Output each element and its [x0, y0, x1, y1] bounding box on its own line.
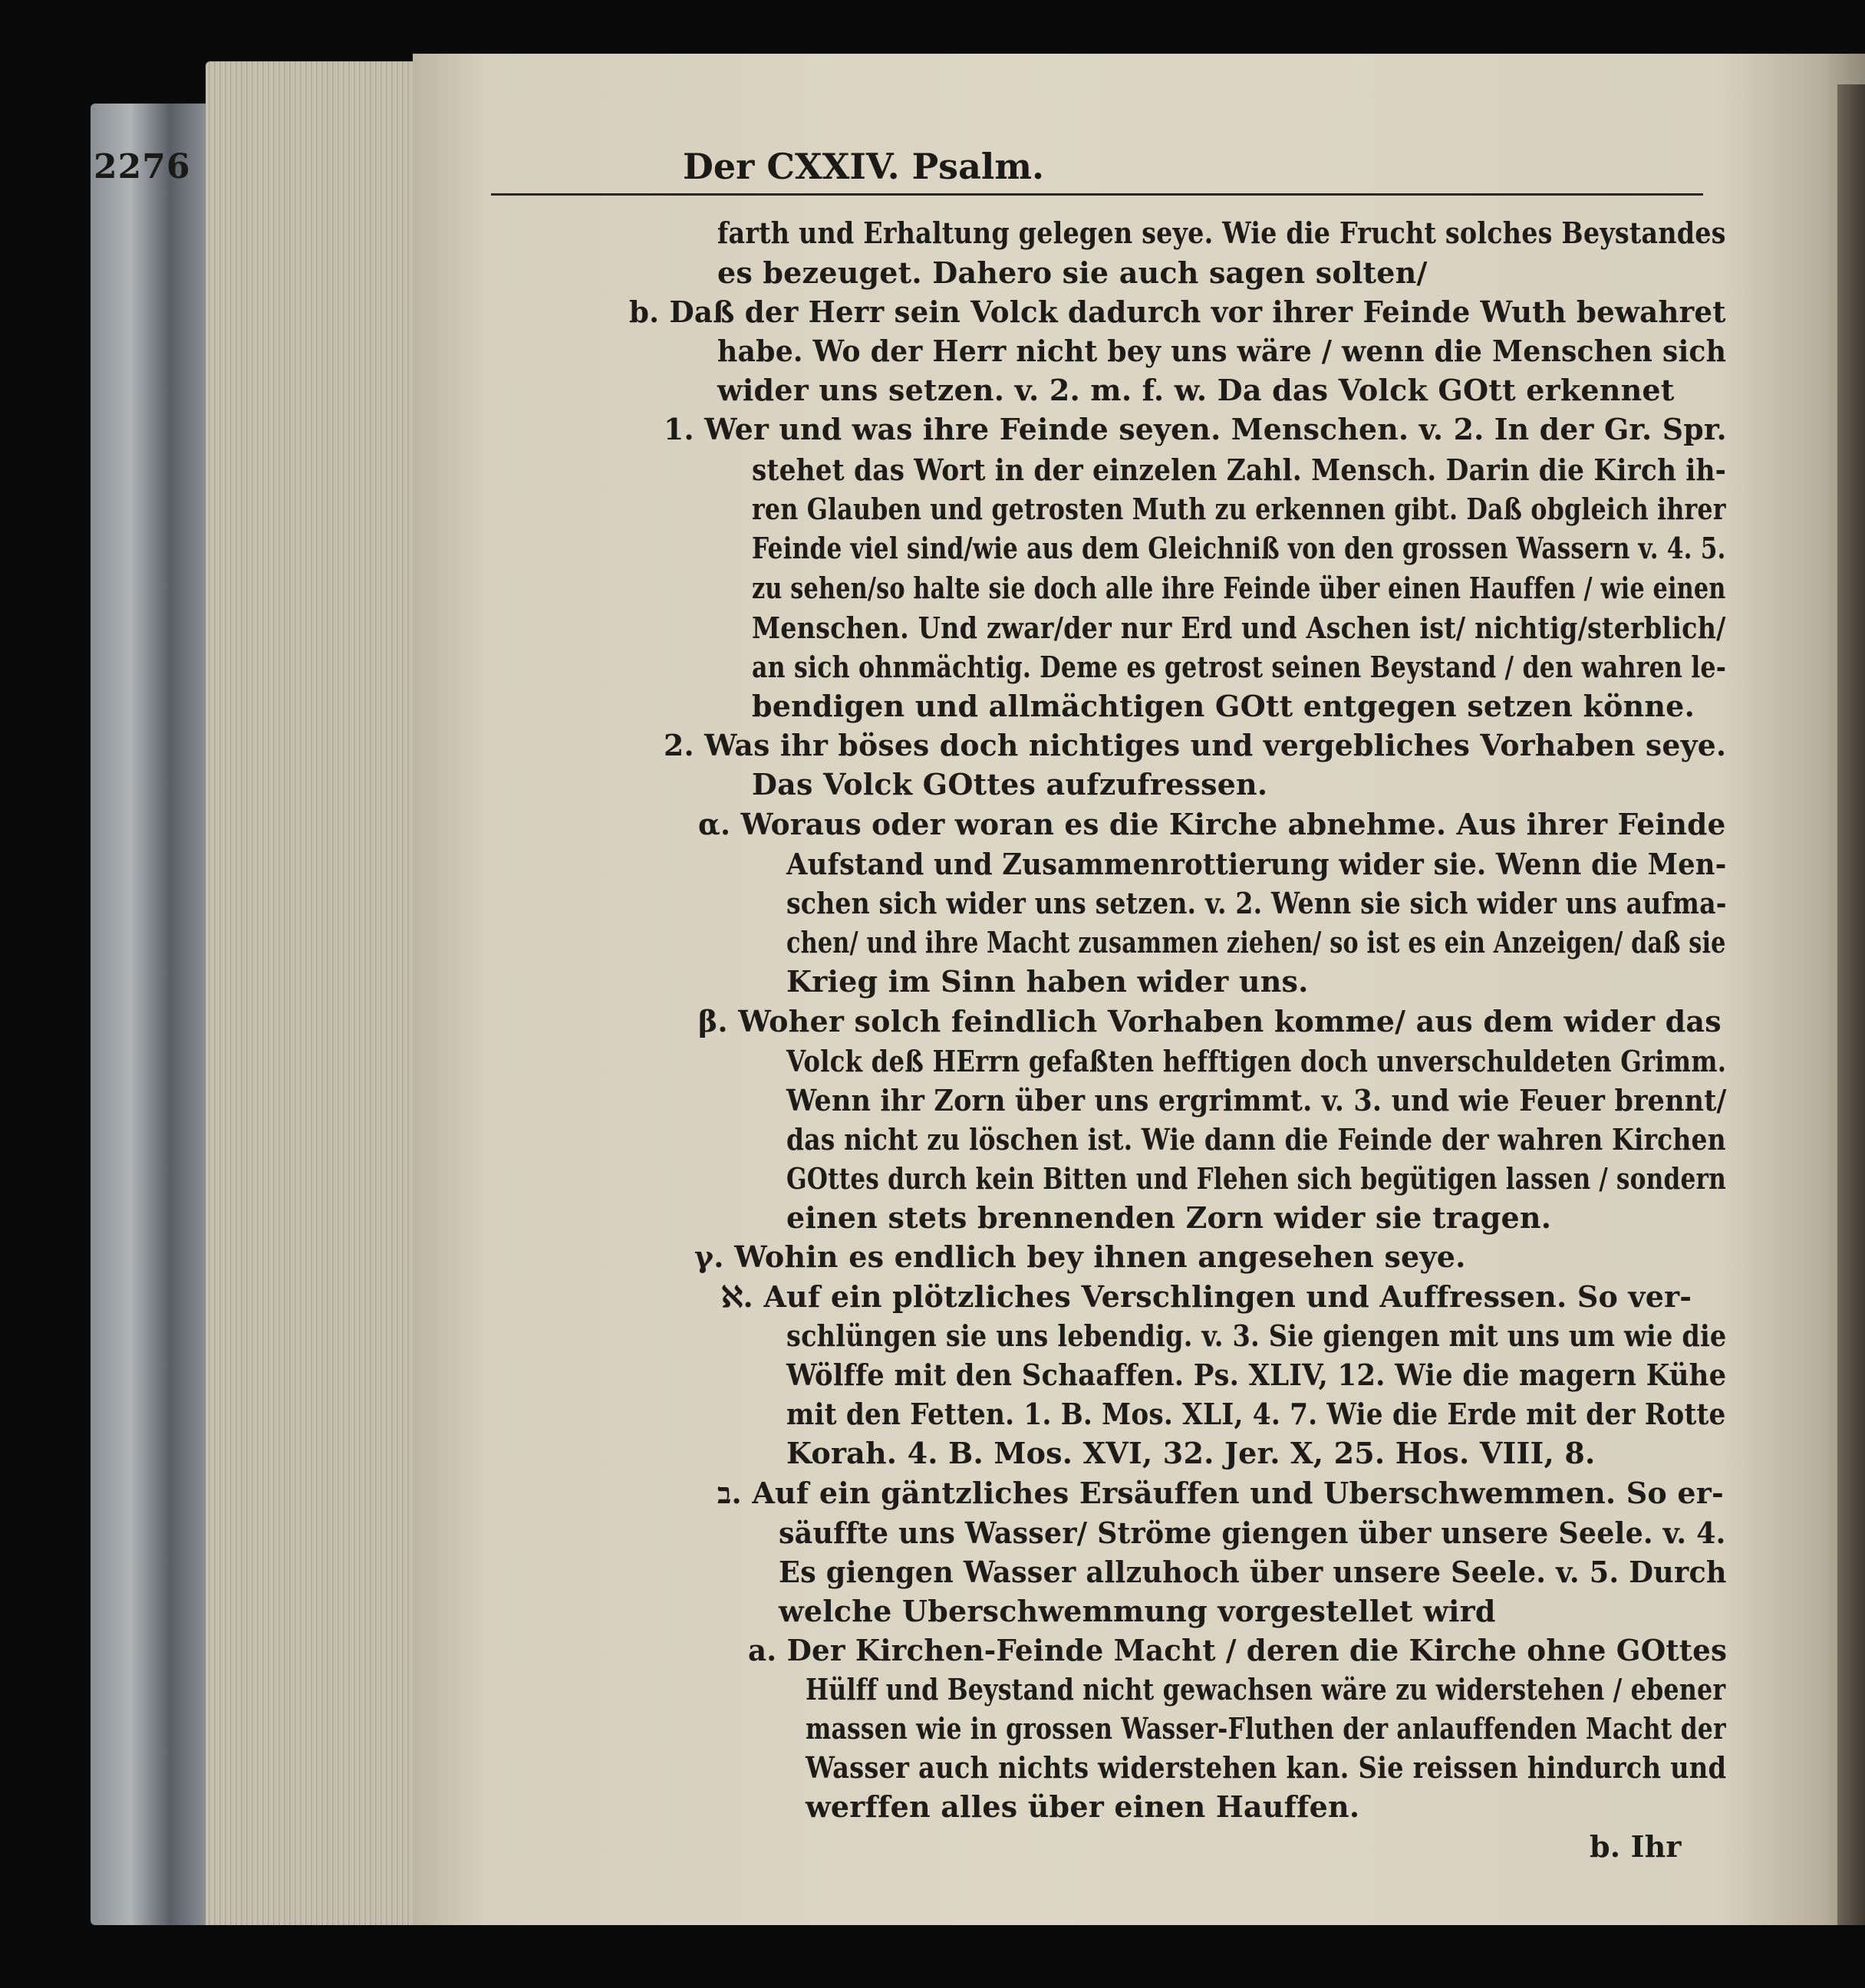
text-line: Menschen. Und zwar/der nur Erd und Aschen ist/ nichtig/sterblich/ — [752, 611, 1726, 645]
text-line: ren Glauben und getrosten Muth zu erkennen gibt. Daß obgleich ihrer — [752, 492, 1726, 526]
text-line: Volck deß HErrn gefaßten hefftigen doch unverschuldeten Grimm. — [786, 1044, 1727, 1078]
header-rule — [491, 193, 1703, 196]
text-line: Hülff und Beystand nicht gewachsen wäre zu widerstehen / ebener — [806, 1672, 1726, 1707]
text-line: mit den Fetten. 1. B. Mos. XLI, 4. 7. Wie die Erde mit der Rotte — [786, 1397, 1726, 1431]
text-line: bendigen und allmächtigen GOtt entgegen setzen könne. — [752, 689, 1695, 723]
text-line: Es giengen Wasser allzuhoch über unsere Seele. v. 5. Durch — [779, 1555, 1727, 1589]
text-line: säuffte uns Wasser/ Ströme giengen über unsere Seele. v. 4. — [779, 1516, 1726, 1550]
running-title: Der CXXIV. Psalm. — [683, 146, 1045, 187]
text-line: Krieg im Sinn haben wider uns. — [786, 964, 1309, 999]
gutter-shadow — [1837, 84, 1865, 1925]
text-line: stehet das Wort in der einzelen Zahl. Mensch. Darin die Kirch ih- — [752, 453, 1727, 487]
text-line: ℵ. Auf ein plötzliches Verschlingen und Auffressen. So ver- — [721, 1279, 1692, 1314]
text-line: Korah. 4. B. Mos. XVI, 32. Jer. X, 25. Hos. VIII, 8. — [786, 1436, 1596, 1470]
text-line: an sich ohnmächtig. Deme es getrost seinen Beystand / den wahren le- — [752, 650, 1727, 684]
catchword: b. Ihr — [1590, 1829, 1682, 1864]
text-line: es bezeuget. Dahero sie auch sagen solten/ — [717, 255, 1428, 290]
text-line: a. Der Kirchen-Feinde Macht / deren die Kirche ohne GOttes — [748, 1633, 1728, 1667]
text-line: das nicht zu löschen ist. Wie dann die Feinde der wahren Kirchen — [786, 1122, 1726, 1157]
text-line: GOttes durch kein Bitten und Flehen sich begütigen lassen / sondern — [786, 1161, 1726, 1196]
text-line: Das Volck GOttes aufzufressen. — [752, 767, 1268, 801]
page-number: 2276 — [94, 147, 191, 186]
text-line: schen sich wider uns setzen. v. 2. Wenn sie sich wider uns aufma- — [786, 886, 1727, 920]
text-line: habe. Wo der Herr nicht bey uns wäre / wenn die Menschen sich — [717, 334, 1727, 368]
text-line: α. Woraus oder woran es die Kirche abnehme. Aus ihrer Feinde — [698, 807, 1726, 841]
text-line: werffen alles über einen Hauffen. — [806, 1789, 1360, 1824]
text-line: Wölffe mit den Schaaffen. Ps. XLIV, 12. Wie die magern Kühe — [786, 1358, 1727, 1392]
text-line: farth und Erhaltung gelegen seye. Wie die Frucht solches Beystandes — [717, 216, 1726, 250]
text-line: 1. Wer und was ihre Feinde seyen. Menschen. v. 2. In der Gr. Spr. — [664, 412, 1727, 446]
text-line: γ. Wohin es endlich bey ihnen angesehen seye. — [694, 1239, 1466, 1274]
text-line: Feinde viel sind/wie aus dem Gleichniß von den grossen Wassern v. 4. 5. — [752, 531, 1726, 565]
text-line: 2. Was ihr böses doch nichtiges und vergebliches Vorhaben seye. — [664, 728, 1727, 762]
text-line: zu sehen/so halte sie doch alle ihre Feinde über einen Hauffen / wie einen — [752, 571, 1726, 605]
text-line: welche Uberschwemmung vorgestellet wird — [779, 1594, 1496, 1628]
text-line: Aufstand und Zusammenrottierung wider sie. Wenn die Men- — [786, 847, 1727, 881]
text-line: massen wie in grossen Wasser-Fluthen der anlauffenden Macht der — [806, 1711, 1726, 1746]
text-line: Wasser auch nichts widerstehen kan. Sie reissen hindurch und — [806, 1750, 1727, 1785]
text-line: wider uns setzen. v. 2. m. f. w. Da das Volck GOtt erkennet — [717, 373, 1675, 407]
text-line: Wenn ihr Zorn über uns ergrimmt. v. 3. und wie Feuer brennt/ — [786, 1083, 1727, 1117]
text-line: β. Woher solch feindlich Vorhaben komme/ aus dem wider das — [698, 1004, 1722, 1038]
text-line: chen/ und ihre Macht zusammen ziehen/ so ist es ein Anzeigen/ daß sie — [786, 925, 1726, 959]
text-line: b. Daß der Herr sein Volck dadurch vor ihrer Feinde Wuth bewahret — [629, 295, 1726, 329]
text-line: einen stets brennenden Zorn wider sie tragen. — [786, 1200, 1552, 1235]
text-line: ב. Auf ein gäntzliches Ersäuffen und Uberschwemmen. So er- — [717, 1476, 1724, 1510]
text-line: schlüngen sie uns lebendig. v. 3. Sie giengen mit uns um wie die — [786, 1318, 1727, 1353]
